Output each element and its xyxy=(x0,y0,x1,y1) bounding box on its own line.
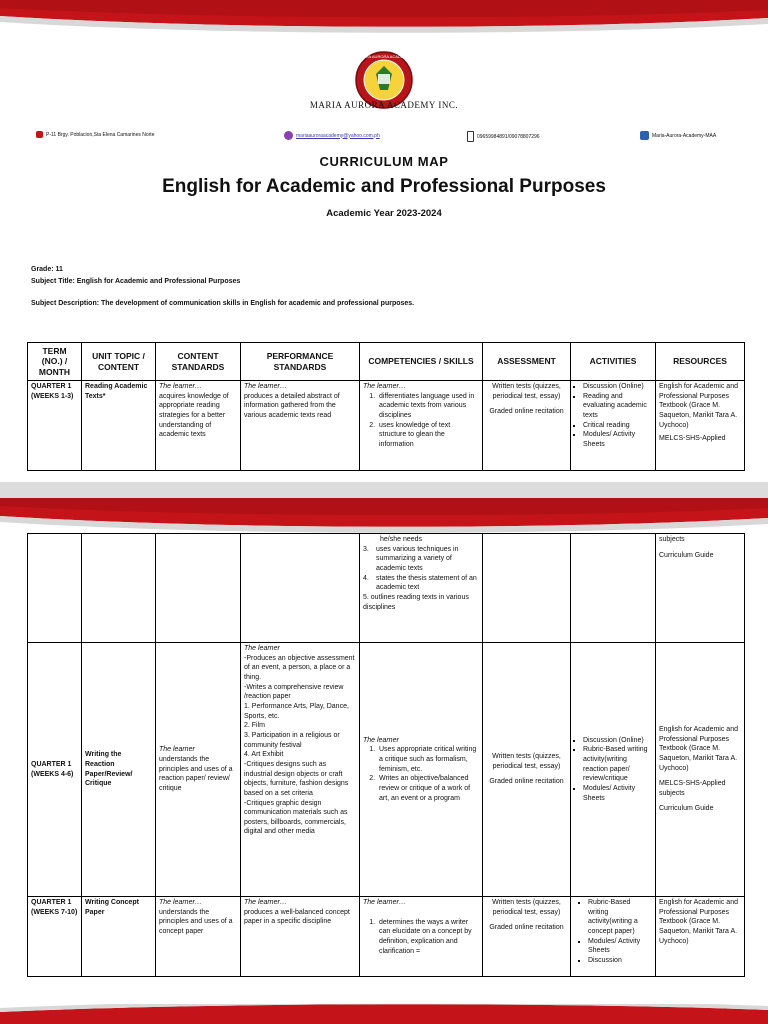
phone-contact xyxy=(467,131,540,142)
assessment-cell xyxy=(483,897,571,977)
performance-line: 2. Film xyxy=(244,722,265,730)
content-standards-cell xyxy=(156,897,241,977)
competencies-lead: The learner… xyxy=(363,383,406,390)
address-text: P-11 Brgy. Poblacion,Sta Elena Camarines Norte xyxy=(46,131,155,138)
assessment-recitation: Graded online recitation xyxy=(489,408,564,416)
col-unit-header: UNIT TOPIC / CONTENT xyxy=(82,343,156,381)
resource-item: MELCS-SHS-Applied subjects xyxy=(659,780,726,797)
performance-standards-cell xyxy=(241,381,360,471)
activity-item: ▪ Modules/ Activity Sheets xyxy=(588,937,652,956)
performance-standards-cell xyxy=(241,897,360,977)
competencies-cell-continued xyxy=(360,534,483,643)
competency-item: 3. uses various techniques in summarizing a variety of academic texts xyxy=(363,545,459,572)
col-activities-header: ACTIVITIES xyxy=(571,343,656,381)
assessment-cell xyxy=(483,381,571,471)
content-lead: The learner… xyxy=(159,899,202,906)
page-gap xyxy=(0,482,768,498)
activities-cell xyxy=(571,643,656,897)
location-icon xyxy=(36,131,43,138)
performance-line: -Produces an objective assessment of an event, a person, a place or a thing. xyxy=(244,654,355,681)
email-icon xyxy=(284,131,293,140)
performance-line: -Critiques graphic design communication materials such as posters, billboards, commercials, digital and other media xyxy=(244,799,348,836)
competencies-cell xyxy=(360,897,483,977)
performance-line: 3. Participation in a religious or community festival xyxy=(244,731,340,749)
topic-cell: Writing Concept Paper xyxy=(82,897,156,977)
competency-item: 1. Uses appropriate critical writing a critique such as formalism, feminism, etc. xyxy=(377,745,479,774)
resource-item: Curriculum Guide xyxy=(659,551,714,559)
page-2 xyxy=(0,498,768,1024)
activity-item: ▪ Reading and evaluating academic texts xyxy=(583,392,652,421)
competency-item: 1. determines the ways a writer can elucidate on a concept by definition, explication and clarification = xyxy=(377,918,479,957)
email-contact[interactable] xyxy=(284,131,380,140)
facebook-text[interactable]: Maria-Aurora-Academy-MAA xyxy=(652,132,717,139)
svg-text:MARIA AURORA ACADEMY: MARIA AURORA ACADEMY xyxy=(358,54,410,59)
table-header-row xyxy=(28,343,745,381)
content-lead: The learner xyxy=(159,746,195,754)
assessment-recitation: Graded online recitation xyxy=(489,924,564,932)
term-cell: QUARTER 1 (WEEKS 1-3) xyxy=(28,381,82,471)
performance-line: 1. Performance Arts, Play, Dance, Sports, etc. xyxy=(244,702,349,720)
col-resources-header: RESOURCES xyxy=(656,343,745,381)
competency-item: 5. outlines reading texts in various disciplines xyxy=(363,593,469,611)
table-row xyxy=(28,897,745,977)
content-lead: The learner… xyxy=(159,383,202,390)
competencies-cell xyxy=(360,381,483,471)
competency-tail: he/she needs xyxy=(380,536,423,543)
resources-cell xyxy=(656,381,745,471)
page-1 xyxy=(0,0,768,482)
activity-item: ▪ Modules/ Activity Sheets xyxy=(583,430,652,449)
facebook-icon xyxy=(640,131,649,140)
performance-standards-cell xyxy=(241,643,360,897)
performance-lead: The learner xyxy=(244,645,280,652)
address-contact xyxy=(36,131,154,138)
phone-text: 09659984891/09078807296 xyxy=(477,133,540,140)
topic-cell: Writing the Reaction Paper/Review/ Critique xyxy=(82,643,156,897)
competencies-lead: The learner xyxy=(363,736,399,744)
activities-cell xyxy=(571,897,656,977)
top-banner xyxy=(0,0,768,34)
performance-text: produces a detailed abstract of information gathered from the various academic texts read xyxy=(244,392,340,419)
activity-item: ▪ Discussion (Online) xyxy=(583,382,652,392)
activity-item: ▪ Modules/ Activity Sheets xyxy=(583,784,652,803)
table-row xyxy=(28,534,745,643)
assessment-tests: Written tests (quizzes, periodical test, essay) xyxy=(492,383,561,400)
assessment-tests: Written tests (quizzes, periodical test, essay) xyxy=(492,899,561,916)
col-performance-header: PERFORMANCE STANDARDS xyxy=(241,343,360,381)
competency-item: 1. differentiates language used in academic texts from various disciplines xyxy=(377,392,479,421)
resources-cell xyxy=(656,643,745,897)
resource-item: MELCS-SHS-Applied xyxy=(659,435,726,443)
resources-cell-continued xyxy=(656,534,745,643)
curriculum-table-part-2 xyxy=(27,533,745,977)
grade-label: Grade: 11 xyxy=(31,266,63,273)
subject-title-label: Subject Title: English for Academic and Professional Purposes xyxy=(31,278,241,285)
activity-item: ▪ Critical reading xyxy=(583,421,652,431)
bottom-banner xyxy=(0,1004,768,1024)
content-standards-cell xyxy=(156,643,241,897)
performance-line: 4. Art Exhibit xyxy=(244,751,284,759)
assessment-cell xyxy=(483,643,571,897)
assessment-tests: Written tests (quizzes, periodical test, essay) xyxy=(492,753,561,770)
subject-description-label: Subject Description: The development of communication skills in English for academic and professional purposes. xyxy=(31,300,415,307)
resource-item: English for Academic and Professional Purposes Textbook (Grace M. Saqueton, Marikit Tara A. Uychoco) xyxy=(659,383,738,429)
doc-heading: CURRICULUM MAP xyxy=(319,154,449,169)
academic-year: Academic Year 2023-2024 xyxy=(326,208,442,219)
competency-item: 2. uses knowledge of text structure to glean the information xyxy=(377,421,479,450)
performance-lead: The learner… xyxy=(244,899,287,906)
topic-cell: Reading Academic Texts* xyxy=(82,381,156,471)
assessment-recitation: Graded online recitation xyxy=(489,778,564,786)
resources-cell xyxy=(656,897,745,977)
content-text: understands the principles and uses of a concept paper xyxy=(159,908,233,935)
term-cell: QUARTER 1 (WEEKS 7-10) xyxy=(28,897,82,977)
competencies-cell xyxy=(360,643,483,897)
resource-item: English for Academic and Professional Purposes Textbook (Grace M. Saqueton, Marikit Tara A. Uychoco) xyxy=(659,725,738,772)
competency-item: 4. states the thesis statement of an academic text xyxy=(363,574,477,592)
col-term-header: TERM (NO.) / MONTH xyxy=(28,343,82,381)
performance-text: produces a well-balanced concept paper in a specific discipline xyxy=(244,908,350,926)
performance-lead: The learner… xyxy=(244,383,287,390)
content-standards-cell xyxy=(156,381,241,471)
performance-line: -Writes a comprehensive review /reaction paper xyxy=(244,683,344,701)
col-competencies-header: COMPETENCIES / SKILLS xyxy=(360,343,483,381)
doc-title: English for Academic and Professional Purposes xyxy=(162,176,606,197)
activity-item: ▪ Rubric-Based writing activity(writing a concept paper) xyxy=(588,898,652,937)
resource-item: Curriculum Guide xyxy=(659,805,714,813)
school-name: MARIA AURORA ACADEMY INC. xyxy=(309,100,459,110)
performance-line: -Critiques designs such as industrial design objects or craft objects, furniture, fashion designs based on a set criteria xyxy=(244,760,349,797)
content-text: understands the principles and uses of a reaction paper/ review/ critique xyxy=(159,756,233,792)
col-assessment-header: ASSESSMENT xyxy=(483,343,571,381)
competency-item: 2. Writes an objective/balanced review or critique of a work of art, an event or a program xyxy=(377,774,479,803)
competencies-lead: The learner… xyxy=(363,899,406,906)
activity-item: ▪ Discussion (Online) xyxy=(583,736,652,746)
resource-item: English for Academic and Professional Purposes Textbook (Grace M. Saqueton, Marikit Tara A. Uychoco) xyxy=(659,899,738,945)
email-text[interactable]: mariaauroraacademy@yahoo.com.ph xyxy=(296,132,380,139)
col-content-header: CONTENT STANDARDS xyxy=(156,343,241,381)
phone-icon xyxy=(467,131,474,142)
activities-cell xyxy=(571,381,656,471)
facebook-contact[interactable] xyxy=(640,131,716,140)
content-text: acquires knowledge of appropriate reading strategies for a better understanding of academic texts xyxy=(159,392,229,439)
table-row xyxy=(28,381,745,471)
term-cell: QUARTER 1 (WEEKS 4-6) xyxy=(28,643,82,897)
table-row xyxy=(28,643,745,897)
activity-item: ▪ Rubric-Based writing activity(writing reaction paper/ review/critique xyxy=(583,745,652,784)
curriculum-table-part-1 xyxy=(27,342,745,471)
activity-item: ▪ Discussion xyxy=(588,956,652,966)
resource-item: subjects xyxy=(659,536,685,543)
page2-top-banner xyxy=(0,498,768,534)
